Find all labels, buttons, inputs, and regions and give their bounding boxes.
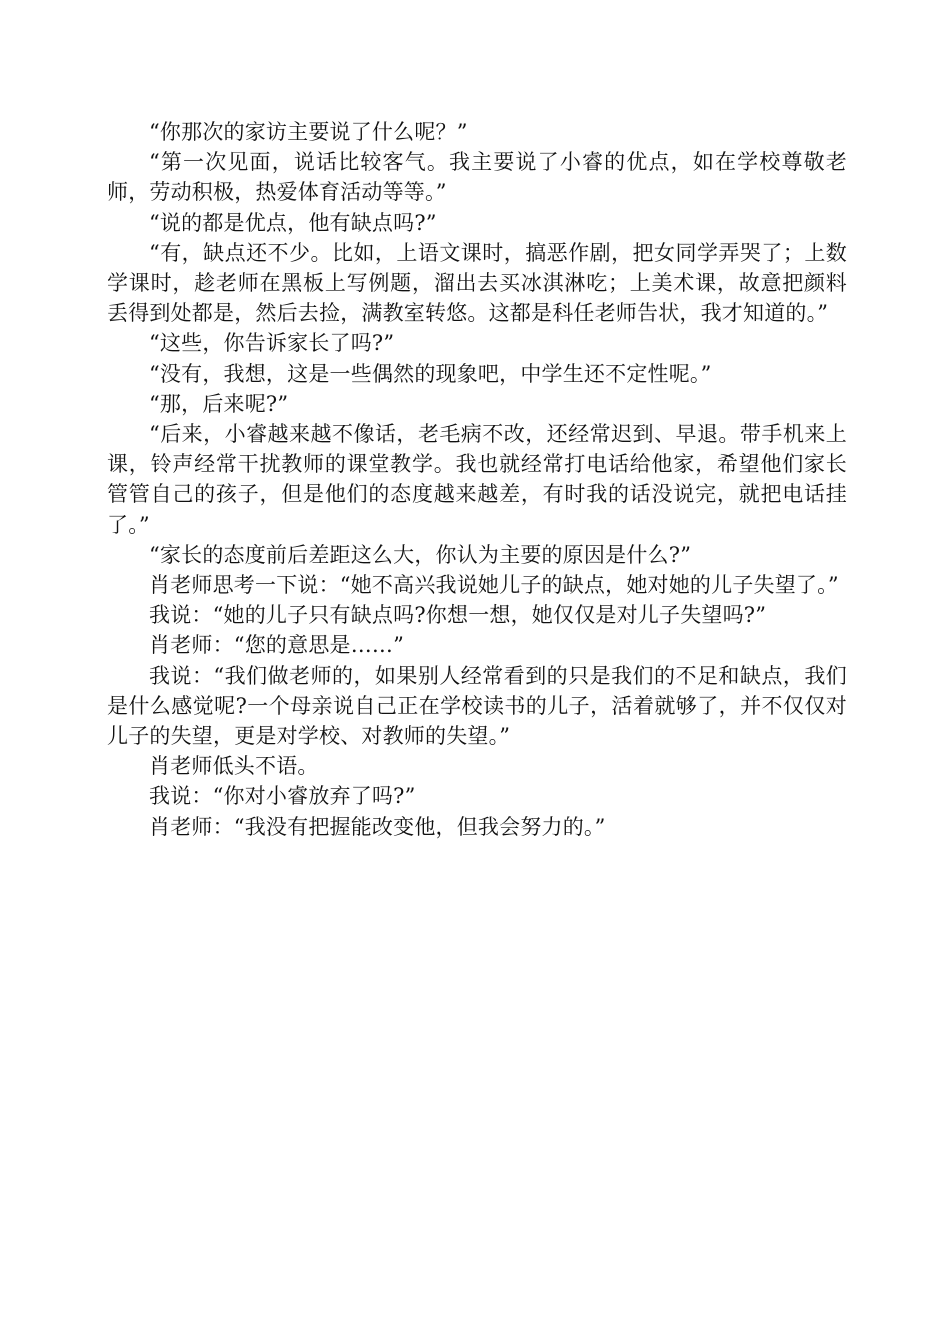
paragraph: “有，缺点还不少。比如，上语文课时，搞恶作剧，把女同学弄哭了；上数学课时，趁老师在黑板上写例题，溜出去买冰淇淋吃；上美术课，故意把颜料丢得到处都是，然后去捡，满教室转悠。这都是科任老师告状，我才知道的。” <box>107 240 847 326</box>
paragraph: 我说：“你对小睿放弃了吗?” <box>149 784 416 809</box>
paragraph: “第一次见面，说话比较客气。我主要说了小睿的优点，如在学校尊敬老师，劳动积极，热爱体育活动等等。” <box>107 150 847 205</box>
paragraph: 我说：“我们做老师的，如果别人经常看到的只是我们的不足和缺点，我们是什么感觉呢?一个母亲说自己正在学校读书的儿子，活着就够了，并不仅仅对儿子的失望，更是对学校、对教师的失望。” <box>107 663 847 749</box>
paragraph: “没有，我想，这是一些偶然的现象吧，中学生还不定性呢。” <box>149 361 712 386</box>
paragraph: 肖老师：“您的意思是……” <box>149 633 405 658</box>
paragraph: 肖老师：“我没有把握能改变他，但我会努力的。” <box>149 814 606 839</box>
paragraph: “后来，小睿越来越不像话，老毛病不改，还经常迟到、早退。带手机来上课，铃声经常干扰教师的课堂教学。我也就经常打电话给他家，希望他们家长管管自己的孩子，但是他们的态度越来越差，有时我的话没说完，就把电话挂了。” <box>107 422 847 537</box>
paragraph: “说的都是优点，他有缺点吗?” <box>149 210 437 235</box>
dialogue-text <box>107 117 847 842</box>
paragraph: 我说：“她的儿子只有缺点吗?你想一想，她仅仅是对儿子失望吗?” <box>149 603 767 628</box>
paragraph: “这些，你告诉家长了吗?” <box>149 331 395 356</box>
paragraph: “那，后来呢?” <box>149 391 289 416</box>
paragraph: 肖老师思考一下说：“她不高兴我说她儿子的缺点，她对她的儿子失望了。” <box>149 573 839 598</box>
paragraph: “你那次的家访主要说了什么呢？” <box>149 120 468 144</box>
paragraph: “家长的态度前后差距这么大，你认为主要的原因是什么?” <box>149 542 692 567</box>
paragraph: 肖老师低头不语。 <box>149 754 319 779</box>
